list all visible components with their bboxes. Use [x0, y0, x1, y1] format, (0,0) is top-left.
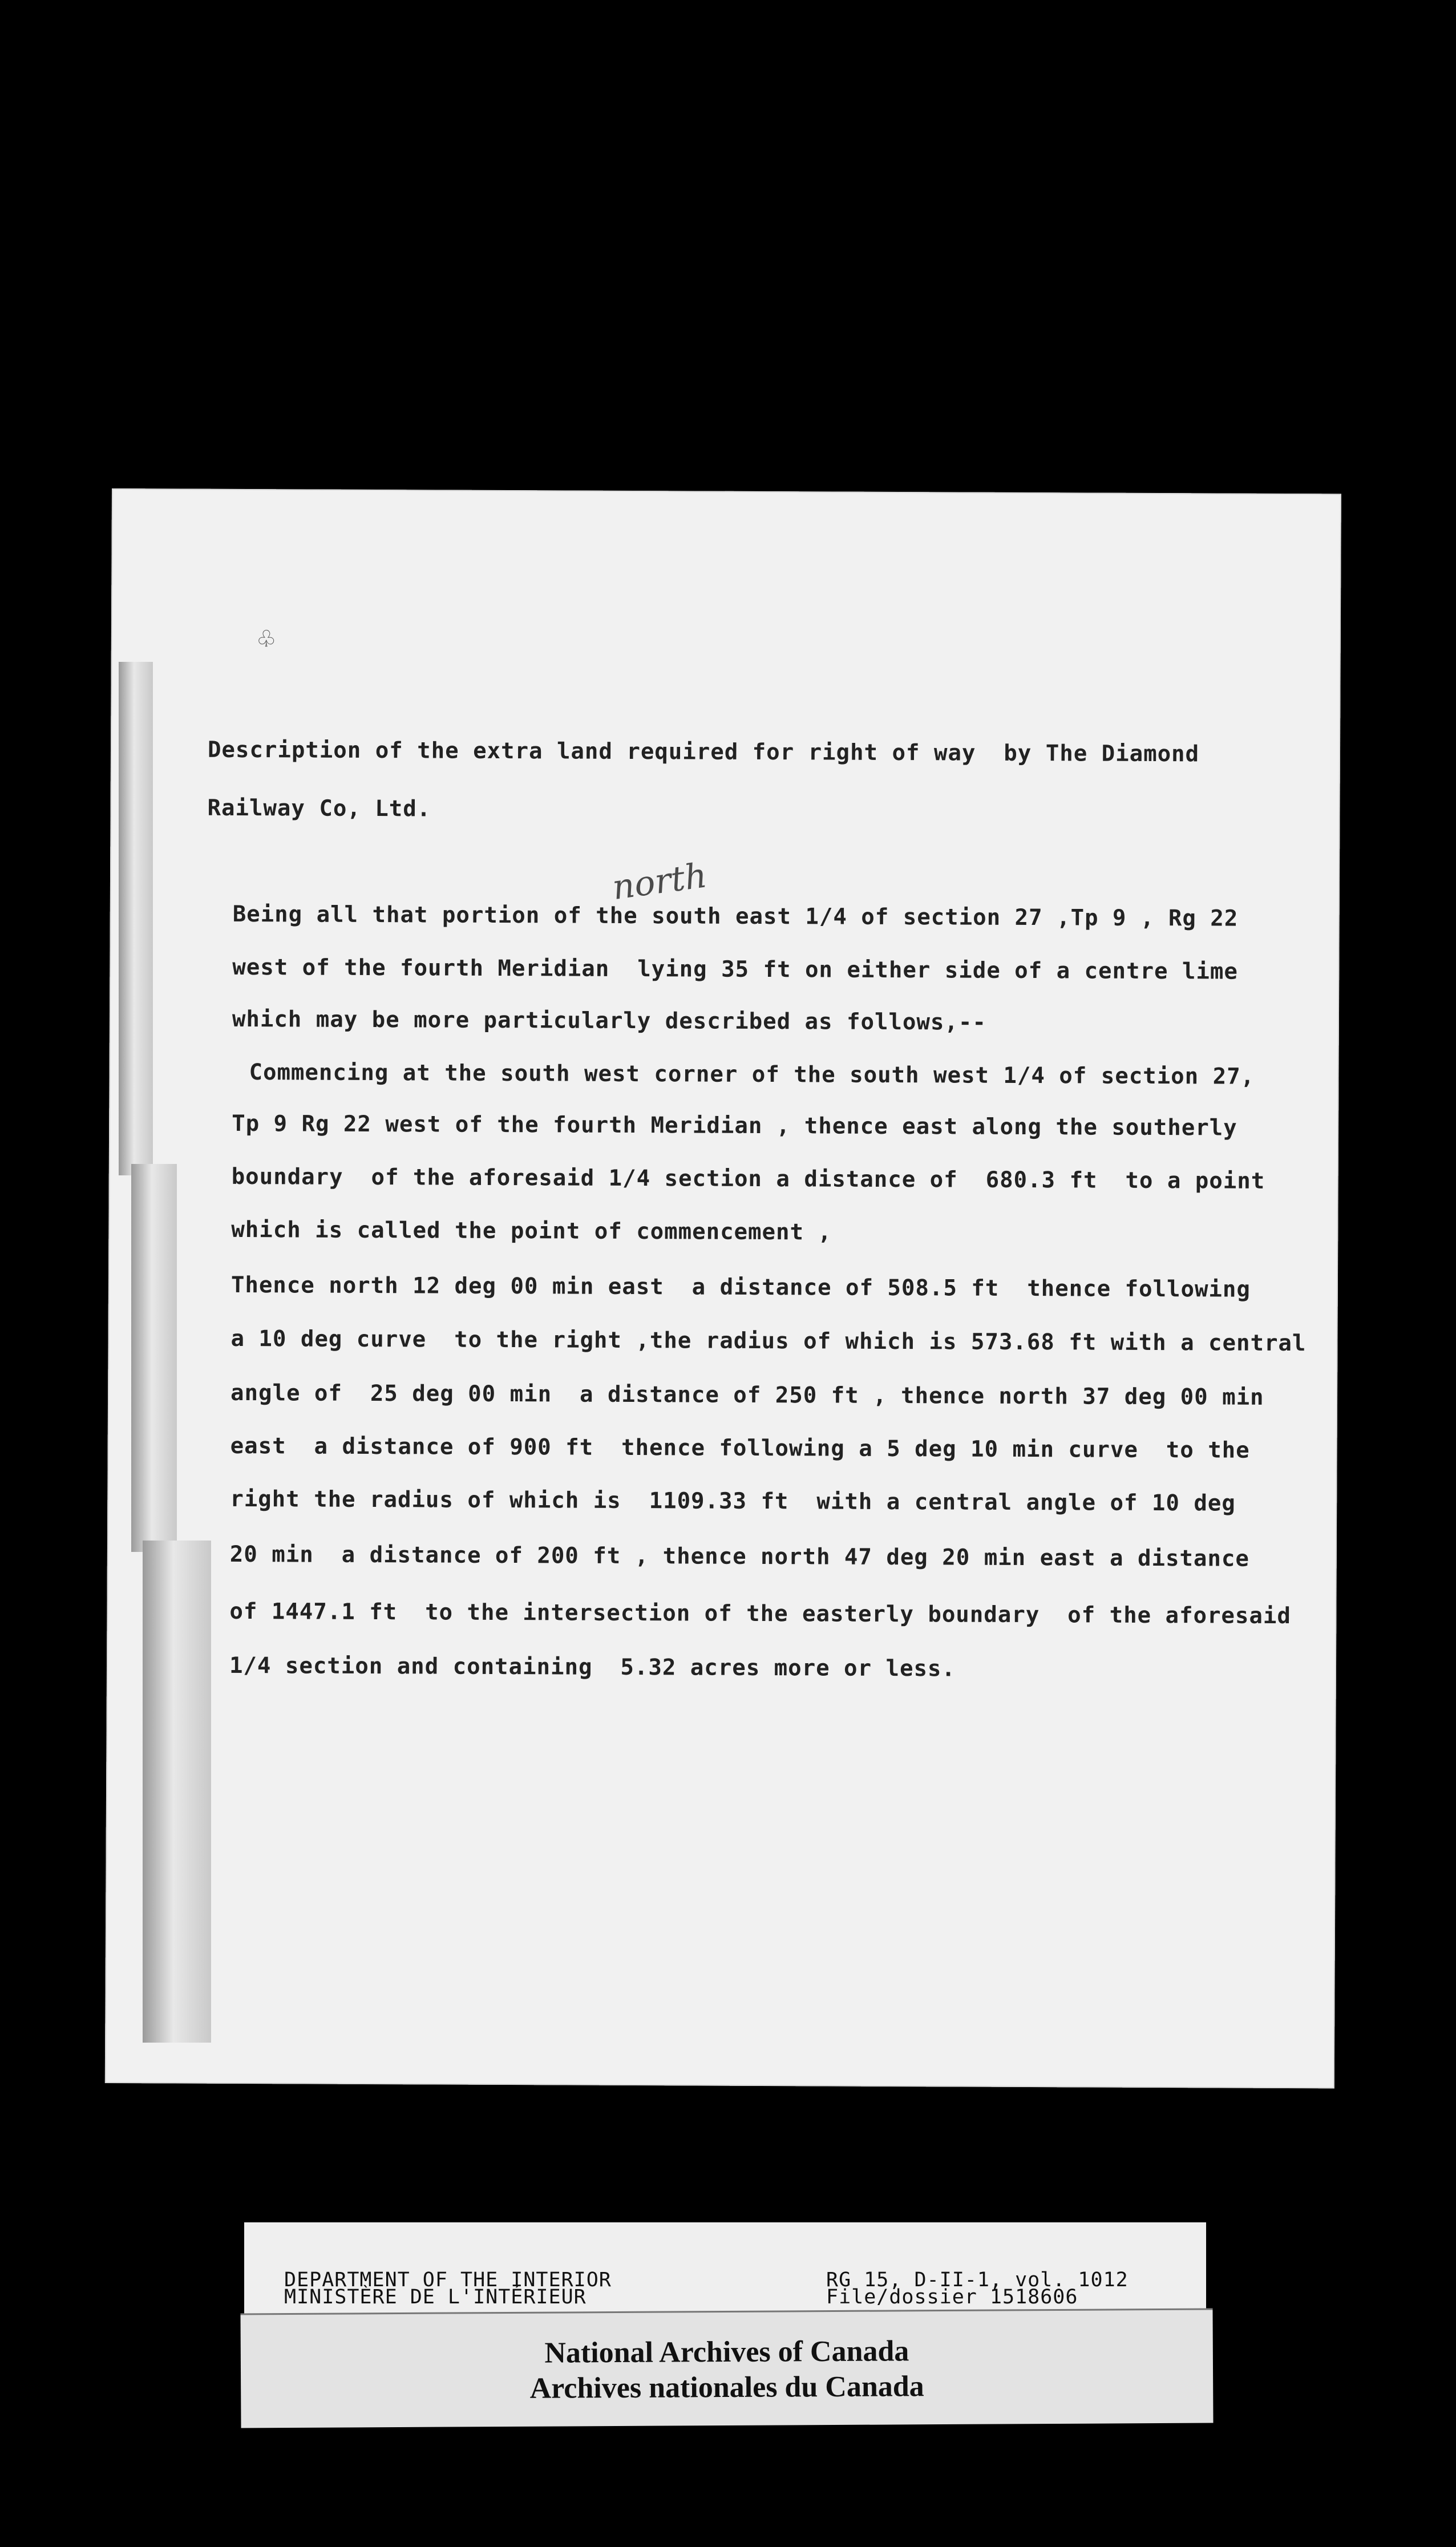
- text-line: right the radius of which is 1109.33 ft with a central angle of 10 deg: [230, 1486, 1236, 1517]
- text-line: boundary of the aforesaid 1/4 section a distance of 680.3 ft to a point: [231, 1163, 1265, 1194]
- text-line: Thence north 12 deg 00 min east a distance of 508.5 ft thence following: [230, 1272, 1251, 1303]
- text-line: Being all that portion of the south east 1/4 of section 27 ,Tp 9 , Rg 22: [232, 901, 1239, 932]
- archives-name-french: Archives nationales du Canada: [529, 2370, 924, 2405]
- clip-mark: ♧: [256, 626, 277, 653]
- text-line: a 10 deg curve to the right ,the radius of which is 573.68 ft with a central: [230, 1325, 1307, 1357]
- handwritten-insertion: north: [610, 855, 710, 908]
- text-line: Tp 9 Rg 22 west of the fourth Meridian , thence east along the southerly: [232, 1110, 1237, 1141]
- text-line: which is called the point of commencement ,: [231, 1216, 832, 1246]
- text-line: which may be more particularly described as follows,--: [232, 1006, 986, 1036]
- reference-number: RG 15, D-II-1, vol. 1012: [826, 2269, 1129, 2291]
- text-line: Commencing at the south west corner of the south west 1/4 of section 27,: [249, 1060, 1255, 1090]
- text-line: west of the fourth Meridian lying 35 ft on either side of a centre lime: [232, 954, 1238, 985]
- typed-document-page: [105, 488, 1341, 2088]
- department-french: MINISTÈRE DE L'INTÉRIEUR: [284, 2286, 587, 2309]
- text-line: of 1447.1 ft to the intersection of the easterly boundary of the aforesaid: [229, 1598, 1291, 1630]
- archive-name-strip: [240, 2309, 1213, 2428]
- text-line: east a distance of 900 ft thence following a 5 deg 10 min curve to the: [230, 1433, 1250, 1463]
- text-line: Description of the extra land required for right of way by The Diamond: [207, 737, 1200, 767]
- text-line: Railway Co, Ltd.: [207, 795, 431, 822]
- department-english: DEPARTMENT OF THE INTERIOR: [284, 2269, 612, 2291]
- text-line: 1/4 section and containing 5.32 acres more or less.: [229, 1652, 956, 1682]
- archives-name-english: National Archives of Canada: [544, 2335, 909, 2370]
- text-line: 20 min a distance of 200 ft , thence north 47 deg 20 min east a distance: [229, 1541, 1249, 1572]
- folded-page-edge: [114, 662, 240, 2043]
- text-line: angle of 25 deg 00 min a distance of 250 ft , thence north 37 deg 00 min: [230, 1380, 1264, 1410]
- document-body: [105, 488, 1341, 2088]
- file-number: File/dossier 1518606: [826, 2286, 1078, 2309]
